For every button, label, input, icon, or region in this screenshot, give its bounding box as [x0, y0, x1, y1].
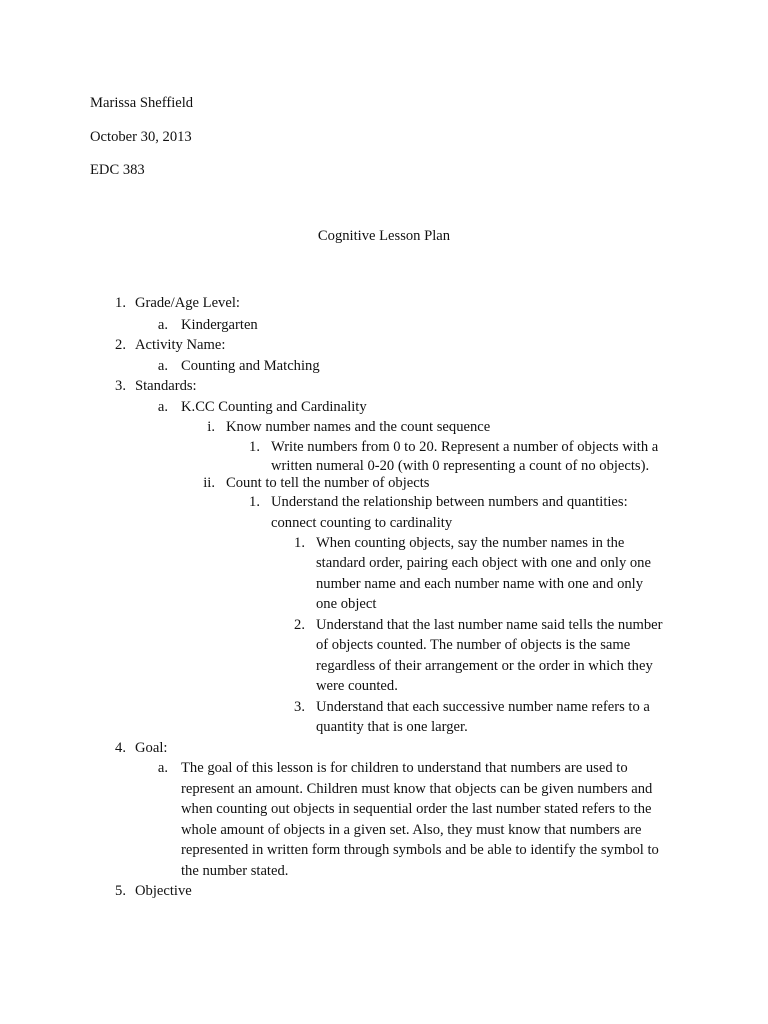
item-1-marker: 1. — [115, 295, 126, 311]
item-3-marker: 3. — [115, 378, 126, 394]
item-1a-text: Kindergarten — [181, 317, 258, 333]
goal-line-2: represent an amount. Children must know that objects can be given numbers and — [181, 781, 653, 797]
goal-line-6: the number stated. — [181, 863, 289, 879]
goal-line-1: The goal of this lesson is for children to understand that numbers are used to — [181, 760, 628, 776]
item-3a-text: K.CC Counting and Cardinality — [181, 399, 367, 415]
item-3a-marker: a. — [157, 399, 168, 415]
item-2a-text: Counting and Matching — [181, 358, 320, 374]
item-5-label: Objective — [135, 883, 192, 899]
sub-item-1-marker: 1. — [294, 535, 305, 551]
sub-item-2-line-3: regardless of their arrangement or the order in which they — [316, 658, 653, 674]
item-3a-ii-1-marker: 1. — [249, 494, 260, 510]
item-3a-i-1-marker: 1. — [249, 439, 260, 455]
sub-item-1-line-3: number name and each number name with one and only — [316, 576, 644, 592]
item-3-label: Standards: — [135, 378, 197, 394]
item-2-label: Activity Name: — [135, 337, 226, 353]
page-title: Cognitive Lesson Plan — [317, 228, 451, 244]
item-5-marker: 5. — [115, 883, 126, 899]
goal-line-4: whole amount of objects in a given set. Also, they must know that numbers are — [181, 822, 642, 838]
sub-item-1-line-2: standard order, pairing each object with one and only one — [316, 555, 651, 571]
document-date: October 30, 2013 — [90, 129, 192, 145]
goal-line-3: when counting out objects in sequential order the last number stated refers to the — [181, 801, 652, 817]
item-3a-i-marker: i. — [207, 419, 215, 435]
sub-item-2-line-4: were counted. — [316, 678, 398, 694]
item-4a-marker: a. — [157, 760, 168, 776]
course-code: EDC 383 — [90, 162, 145, 178]
item-3a-i-1-line-2: written numeral 0-20 (with 0 representing a count of no objects). — [271, 458, 650, 474]
item-1a-marker: a. — [157, 317, 168, 333]
sub-item-3-line-2: quantity that is one larger. — [316, 719, 468, 735]
item-4-marker: 4. — [115, 740, 126, 756]
author-name: Marissa Sheffield — [90, 95, 194, 111]
sub-item-1-line-4: one object — [316, 596, 377, 612]
sub-item-2-marker: 2. — [294, 617, 305, 633]
item-2a-marker: a. — [157, 358, 168, 374]
item-3a-i-1-line-1: Write numbers from 0 to 20. Represent a number of objects with a — [271, 439, 659, 455]
item-3a-ii-text: Count to tell the number of objects — [226, 475, 430, 491]
sub-item-3-marker: 3. — [294, 699, 305, 715]
item-1-label: Grade/Age Level: — [135, 295, 240, 311]
item-4-label: Goal: — [135, 740, 168, 756]
item-3a-ii-marker: ii. — [203, 475, 215, 491]
goal-line-5: represented in written form through symbols and be able to identify the symbol to — [181, 842, 659, 858]
item-3a-ii-1-line-1: Understand the relationship between numbers and quantities: — [271, 494, 628, 510]
sub-item-2-line-1: Understand that the last number name said tells the number — [316, 617, 663, 633]
item-3a-i-text: Know number names and the count sequence — [226, 419, 491, 435]
sub-item-2-line-2: of objects counted. The number of objects is the same — [316, 637, 631, 653]
sub-item-3-line-1: Understand that each successive number name refers to a — [316, 699, 650, 715]
sub-item-1-line-1: When counting objects, say the number names in the — [316, 535, 625, 551]
item-2-marker: 2. — [115, 337, 126, 353]
item-3a-ii-1-line-2: connect counting to cardinality — [271, 515, 453, 531]
